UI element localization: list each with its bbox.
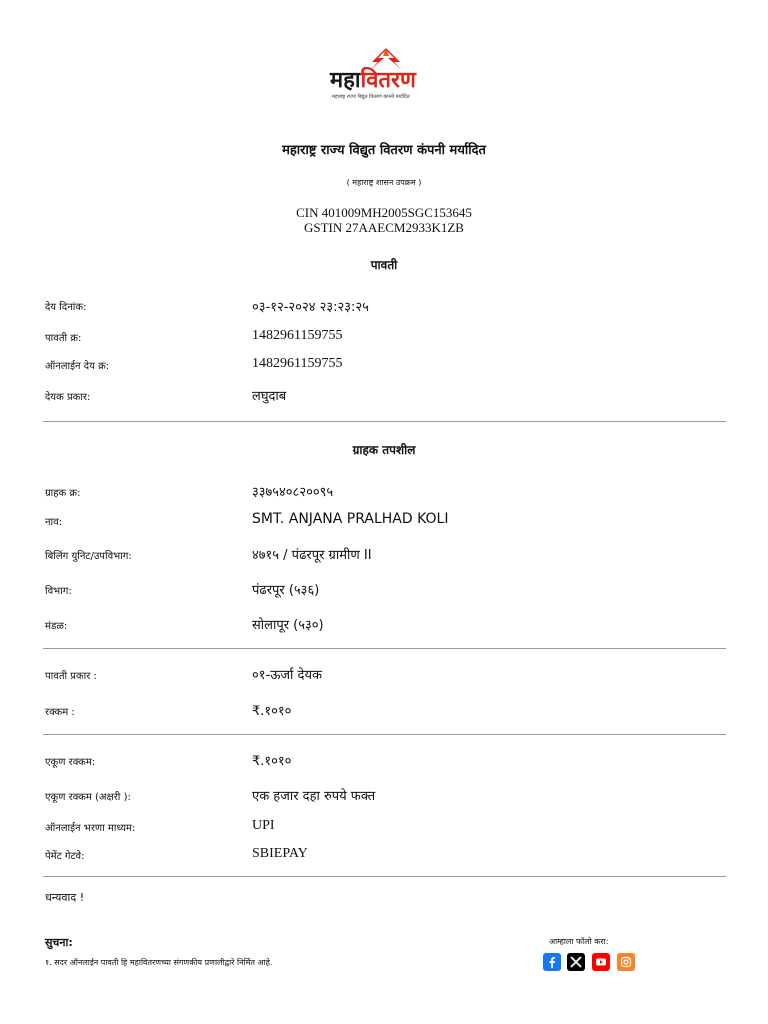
customer-name-label: नाव: [45, 517, 63, 528]
divider [43, 876, 726, 877]
x-icon[interactable] [567, 953, 585, 971]
billing-unit-value: ४७१५ / पंढरपूर ग्रामीण II [252, 548, 372, 563]
follow-us-label: आम्हाला फॉलो करा: [549, 937, 609, 946]
billing-unit-label: बिलिंग युनिट/उपविभाग: [45, 551, 132, 562]
company-subtitle: ( महाराष्ट्र शासन उपक्रम ) [346, 178, 422, 187]
online-no-value: 1482961159755 [252, 356, 343, 371]
youtube-icon[interactable] [592, 953, 610, 971]
online-no-label: ऑनलाईन देय क्र: [45, 361, 110, 372]
customer-name-value: SMT. ANJANA PRALHAD KOLI [252, 511, 449, 527]
customer-number-label: ग्राहक क्र: [45, 488, 81, 499]
payment-date-value: ०३-१२-२०२४ २३:२३:२५ [252, 300, 369, 315]
division-label: विभाग: [45, 586, 72, 597]
gstin-number: GSTIN 27AAECM2933K1ZB [304, 220, 464, 235]
divider [43, 421, 726, 422]
instagram-icon[interactable] [617, 953, 635, 971]
notice-title: सुचना: [45, 936, 73, 949]
receipt-type-value: ०१-ऊर्जा देयक [252, 668, 322, 683]
receipt-no-value: 1482961159755 [252, 328, 343, 343]
receipt-heading: पावती [370, 258, 398, 272]
division-value: पंढरपूर (५३६) [252, 583, 320, 598]
circle-value: सोलापूर (५३०) [252, 618, 324, 633]
divider [43, 648, 726, 649]
customer-number-value: ३३७५४०८२००९५ [252, 485, 334, 500]
receipt-type-label: पावती प्रकार : [45, 671, 97, 682]
notice-text: १. सदर ऑनलाईन पावती हि महावितरणच्या संगणकीय प्रणालीद्वारे निर्मित आहे. [45, 958, 273, 967]
circle-label: मंडळ: [45, 621, 68, 632]
total-amount-value: ₹.१०१० [252, 754, 292, 769]
divider [43, 734, 726, 735]
total-words-value: एक हजार दहा रुपये फक्त [252, 789, 376, 804]
facebook-icon[interactable] [543, 953, 561, 971]
payment-mode-value: UPI [252, 818, 275, 833]
cin-number: CIN 401009MH2005SGC153645 [296, 205, 472, 220]
payment-date-label: देय दिनांक: [45, 302, 87, 313]
total-words-label: एकूण रक्कम (अक्षरी ): [45, 792, 131, 803]
total-amount-label: एकूण रक्कम: [45, 757, 96, 768]
logo-tagline: महाराष्ट्र राज्य विद्युत वितरण कंपनी मर्यादित [332, 94, 410, 100]
gateway-value: SBIEPAY [252, 846, 308, 861]
company-name: महाराष्ट्र राज्य विद्युत वितरण कंपनी मर्यादित [282, 143, 486, 158]
payer-type-value: लघुदाब [252, 389, 287, 404]
logo-wordmark: महावितरण [330, 68, 416, 93]
thank-you-text: धन्यवाद ! [45, 891, 85, 904]
payment-mode-label: ऑनलाईन भरणा माध्यम: [45, 823, 136, 834]
receipt-no-label: पावती क्र: [45, 333, 82, 344]
mahavitaran-logo [330, 48, 440, 108]
gateway-label: पेमेंट गेटवे: [45, 851, 85, 862]
customer-heading: ग्राहक तपशील [352, 443, 416, 457]
payer-type-label: देयक प्रकार: [45, 392, 91, 403]
amount-value: ₹.१०१० [252, 704, 292, 719]
amount-label: रक्कम : [45, 707, 75, 718]
